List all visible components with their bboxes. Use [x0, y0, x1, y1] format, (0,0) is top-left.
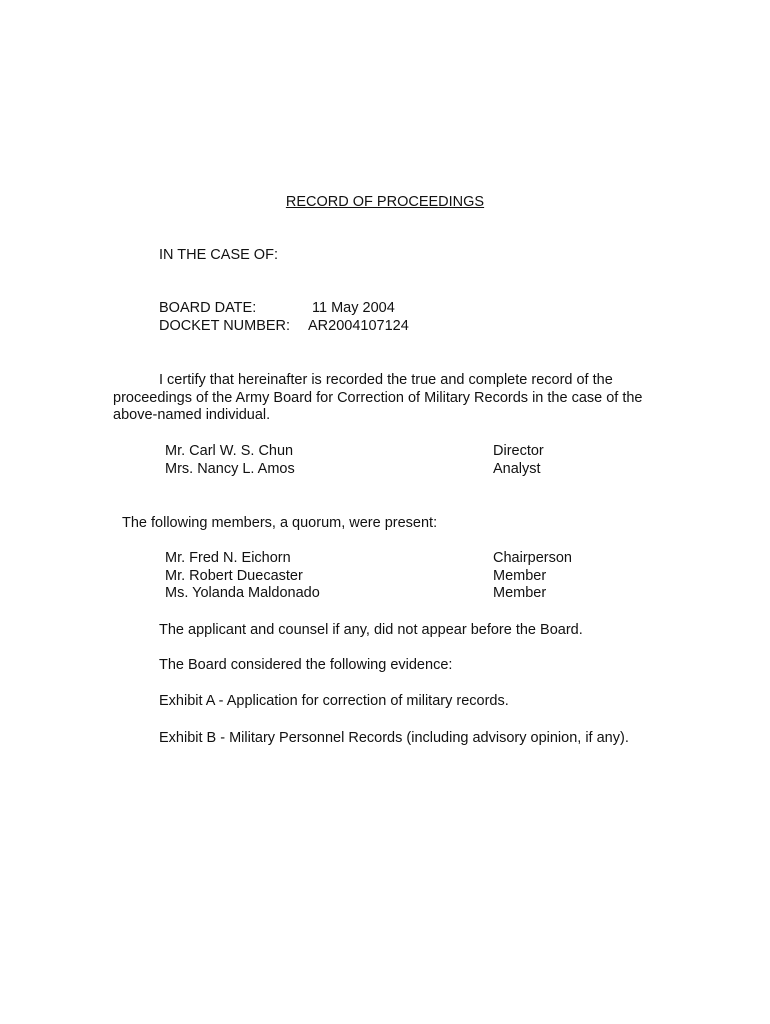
staff-row: [165, 443, 665, 461]
evidence-statement: The Board considered the following evidence:: [159, 657, 453, 673]
members-roster: [165, 550, 665, 603]
member-row: [165, 585, 665, 603]
staff-name: Mrs. Nancy L. Amos: [165, 460, 295, 477]
member-name: Mr. Fred N. Eichorn: [165, 550, 291, 566]
appearance-statement: The applicant and counsel if any, did not appear before the Board.: [159, 622, 583, 638]
member-role: Chairperson: [493, 550, 572, 566]
member-role: Member: [493, 585, 547, 602]
board-date-value: 11 May 2004: [312, 300, 395, 316]
member-role: Member: [493, 567, 547, 584]
staff-role: Analyst: [493, 460, 541, 477]
staff-name: Mr. Carl W. S. Chun: [165, 443, 294, 459]
member-name: Mr. Robert Duecaster: [165, 567, 303, 584]
member-name: Ms. Yolanda Maldonado: [165, 585, 320, 602]
docket-number-label: DOCKET NUMBER:: [159, 318, 291, 334]
staff-roster: [165, 443, 665, 478]
quorum-statement: The following members, a quorum, were present:: [122, 515, 438, 531]
document-title: RECORD OF PROCEEDINGS: [285, 194, 485, 210]
staff-role: Director: [493, 443, 544, 459]
docket-number-value: AR2004107124: [308, 318, 409, 334]
member-row: [165, 568, 665, 586]
exhibit-b: Exhibit B - Military Personnel Records (including advisory opinion, if any).: [159, 730, 629, 746]
case-label: IN THE CASE OF:: [159, 247, 278, 263]
member-row: [165, 550, 665, 568]
certification-paragraph: I certify that hereinafter is recorded the true and complete record of the proceedings of the Army Board for Correction of Military Records in the case of the above-named individual.: [113, 372, 643, 423]
board-date-label: BOARD DATE:: [159, 300, 257, 316]
staff-row: [165, 461, 665, 479]
exhibit-a: Exhibit A - Application for correction of military records.: [159, 693, 509, 709]
